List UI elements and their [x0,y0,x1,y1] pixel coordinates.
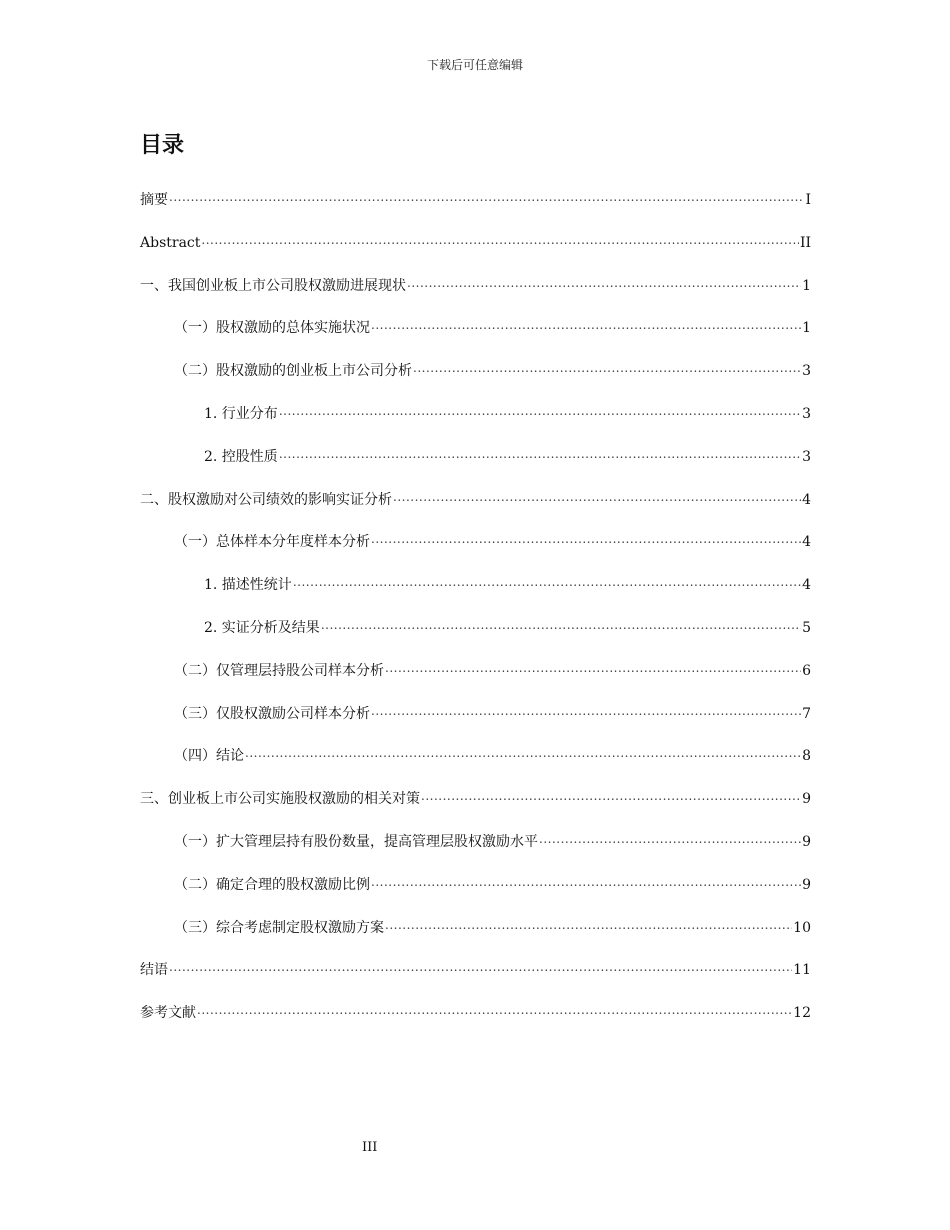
toc-entry-section-2-3[interactable] [140,696,811,739]
toc-entry-label: （一）股权激励的总体实施状况 [174,320,370,337]
dot-leader [385,907,792,943]
toc-entry-chapter-1[interactable] [140,268,811,311]
dot-leader [371,864,801,900]
dot-leader [371,521,801,557]
toc-entry-label: （一）扩大管理层持有股份数量，提高管理层股权激励水平 [174,833,538,850]
toc-entry-subsection-2-1-1[interactable] [140,567,811,610]
toc-entry-conclusion[interactable] [140,952,811,995]
toc-entry-page: 9 [802,833,811,850]
dot-leader [371,693,801,729]
dot-leader [321,607,801,643]
toc-entry-page: 7 [802,705,811,722]
toc-entry-page: 3 [802,363,811,380]
table-of-contents [140,182,811,1038]
toc-entry-page: 1 [802,320,811,337]
dot-leader [293,564,801,600]
toc-entry-page: 3 [802,405,811,422]
dot-leader [279,393,801,429]
page-number: III [362,1140,378,1155]
toc-entry-page: I [805,192,811,208]
dot-leader [393,479,801,515]
toc-title: 目录 [140,133,185,158]
toc-entry-page: 5 [802,619,811,636]
toc-entry-section-2-2[interactable] [140,653,811,696]
toc-entry-page: 4 [802,577,811,594]
toc-entry-chapter-2[interactable] [140,482,811,525]
toc-entry-page: 12 [793,1005,811,1022]
dot-leader [279,436,801,472]
toc-entry-label: Abstract [140,234,201,251]
toc-entry-references[interactable] [140,995,811,1038]
dot-leader [169,949,792,985]
toc-entry-label: （二）股权激励的创业板上市公司分析 [174,363,412,380]
toc-entry-label: 三、创业板上市公司实施股权激励的相关对策 [140,791,420,808]
toc-entry-page: 4 [802,491,811,508]
toc-entry-label: 2. 控股性质 [204,448,278,465]
dot-leader [407,265,801,301]
toc-entry-label: 结语 [140,962,168,979]
dot-leader [539,821,801,857]
toc-entry-chapter-3[interactable] [140,781,811,824]
toc-entry-label: 1. 描述性统计 [204,577,292,594]
toc-entry-label: （二）仅管理层持股公司样本分析 [174,662,384,679]
toc-entry-page: II [799,234,811,251]
toc-entry-page: 6 [802,662,811,679]
toc-entry-label: （二）确定合理的股权激励比例 [174,876,370,893]
toc-entry-section-1-1[interactable] [140,310,811,353]
dot-leader [169,179,804,215]
toc-entry-page: 9 [802,876,811,893]
toc-entry-section-3-3[interactable] [140,910,811,953]
dot-leader [371,307,801,343]
toc-entry-label: （一）总体样本分年度样本分析 [174,534,370,551]
toc-entry-page: 9 [802,791,811,808]
toc-entry-page: 10 [793,919,811,936]
toc-entry-abstract-cn[interactable] [140,182,811,225]
toc-entry-section-3-1[interactable] [140,824,811,867]
header-note: 下载后可任意编辑 [426,58,523,72]
dot-leader [385,650,801,686]
toc-entry-section-2-4[interactable] [140,738,811,781]
dot-leader [413,350,801,386]
toc-entry-section-3-2[interactable] [140,867,811,910]
dot-leader [201,222,799,258]
toc-entry-page: 4 [802,534,811,551]
toc-entry-label: 参考文献 [140,1005,196,1022]
dot-leader [197,992,792,1028]
toc-entry-page: 3 [802,448,811,465]
dot-leader [245,735,801,771]
toc-entry-subsection-1-2-2[interactable] [140,439,811,482]
toc-entry-page: 8 [802,748,811,765]
toc-entry-abstract-en[interactable] [140,225,811,268]
toc-entry-label: 2. 实证分析及结果 [204,619,320,636]
toc-entry-page: 11 [793,962,811,979]
toc-entry-label: （三）综合考虑制定股权激励方案 [174,919,384,936]
toc-entry-section-2-1[interactable] [140,524,811,567]
toc-entry-label: 摘要 [140,192,168,208]
toc-entry-label: 1. 行业分布 [204,405,278,422]
toc-entry-label: （四）结论 [174,748,244,765]
toc-entry-subsection-1-2-1[interactable] [140,396,811,439]
toc-entry-label: 一、我国创业板上市公司股权激励进展现状 [140,277,406,294]
toc-entry-label: （三）仅股权激励公司样本分析 [174,705,370,722]
toc-entry-section-1-2[interactable] [140,353,811,396]
toc-entry-subsection-2-1-2[interactable] [140,610,811,653]
dot-leader [421,778,801,814]
toc-entry-label: 二、股权激励对公司绩效的影响实证分析 [140,491,392,508]
toc-entry-page: 1 [802,277,811,294]
